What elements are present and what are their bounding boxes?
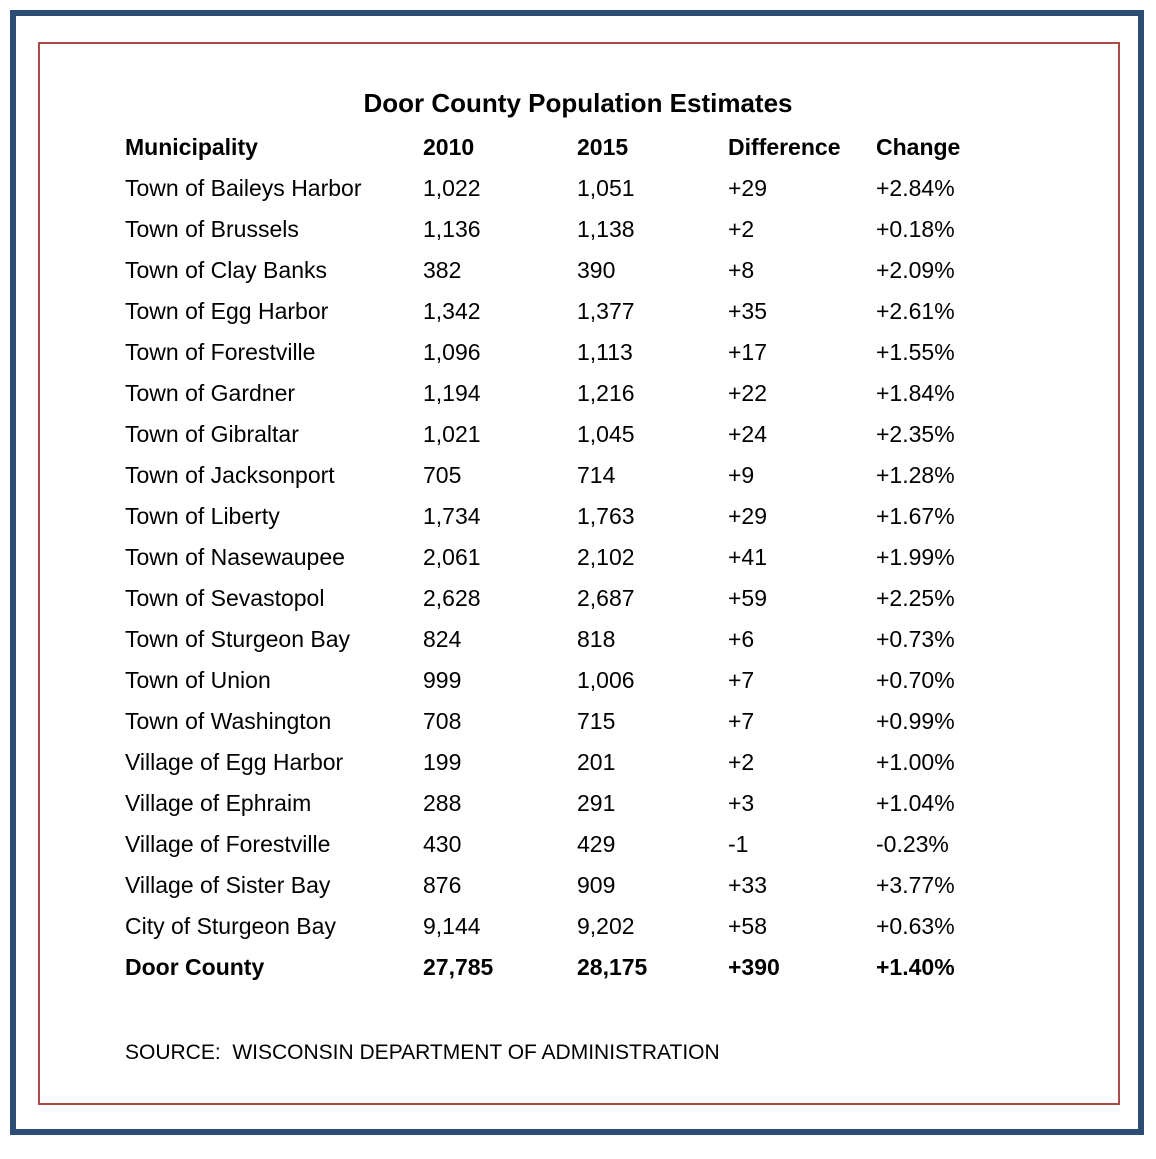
cell-change: +1.55%	[876, 339, 955, 365]
cell-2010: 2,628	[423, 585, 481, 611]
cell-2010: 1,021	[423, 421, 481, 447]
col-header-2010: 2010	[423, 134, 475, 160]
cell-difference: -1	[728, 831, 749, 857]
table-row	[125, 496, 1036, 537]
cell-change: +1.84%	[876, 380, 955, 406]
cell-2015: 28,175	[577, 954, 648, 980]
cell-2010: 430	[423, 831, 462, 857]
cell-change: +2.09%	[876, 257, 955, 283]
col-header-municipality: Municipality	[125, 134, 258, 160]
cell-municipality: Town of Sevastopol	[125, 585, 325, 611]
table-row	[125, 783, 1036, 824]
cell-2015: 291	[577, 790, 616, 816]
cell-municipality: Town of Clay Banks	[125, 257, 327, 283]
cell-2015: 1,113	[577, 339, 633, 365]
col-header-difference: Difference	[728, 134, 841, 160]
table-body	[125, 168, 1036, 988]
cell-change: +2.84%	[876, 175, 955, 201]
table-total-row	[125, 947, 1036, 988]
cell-change: +0.18%	[876, 216, 955, 242]
col-header-change: Change	[876, 134, 961, 160]
cell-change: +0.99%	[876, 708, 955, 734]
cell-difference: +29	[728, 503, 768, 529]
cell-municipality: Town of Sturgeon Bay	[125, 626, 351, 652]
table-row	[125, 619, 1036, 660]
cell-municipality: Town of Gardner	[125, 380, 296, 406]
cell-2010: 1,342	[423, 298, 481, 324]
cell-difference: +6	[728, 626, 755, 652]
cell-difference: +17	[728, 339, 768, 365]
table-row	[125, 291, 1036, 332]
table-row	[125, 865, 1036, 906]
cell-2015: 714	[577, 462, 616, 488]
cell-difference: +3	[728, 790, 755, 816]
cell-difference: +22	[728, 380, 768, 406]
table-row	[125, 168, 1036, 209]
cell-difference: +35	[728, 298, 768, 324]
source-note: SOURCE: WISCONSIN DEPARTMENT OF ADMINISTRATION	[125, 1041, 720, 1064]
cell-municipality: City of Sturgeon Bay	[125, 913, 336, 939]
cell-2015: 1,138	[577, 216, 635, 242]
table-row	[125, 578, 1036, 619]
cell-municipality: Town of Nasewaupee	[125, 544, 345, 570]
cell-difference: +7	[728, 667, 755, 693]
cell-2010: 708	[423, 708, 462, 734]
cell-2010: 1,136	[423, 216, 481, 242]
cell-change: +3.77%	[876, 872, 955, 898]
cell-municipality: Town of Brussels	[125, 216, 299, 242]
cell-2015: 2,687	[577, 585, 635, 611]
cell-change: +2.61%	[876, 298, 955, 324]
cell-2010: 824	[423, 626, 462, 652]
table-row	[125, 537, 1036, 578]
cell-2010: 27,785	[423, 954, 494, 980]
cell-change: +0.70%	[876, 667, 955, 693]
cell-municipality: Village of Sister Bay	[125, 872, 331, 898]
cell-2015: 1,006	[577, 667, 635, 693]
cell-difference: +59	[728, 585, 768, 611]
table-row	[125, 742, 1036, 783]
cell-difference: +24	[728, 421, 768, 447]
cell-2015: 429	[577, 831, 616, 857]
cell-2015: 909	[577, 872, 616, 898]
table-row	[125, 373, 1036, 414]
table-row	[125, 332, 1036, 373]
cell-municipality: Door County	[125, 954, 265, 980]
cell-2015: 1,377	[577, 298, 635, 324]
cell-change: +1.40%	[876, 954, 955, 980]
cell-2010: 1,194	[423, 380, 481, 406]
cell-2010: 1,734	[423, 503, 481, 529]
cell-2010: 999	[423, 667, 462, 693]
cell-difference: +58	[728, 913, 768, 939]
table-row	[125, 209, 1036, 250]
cell-change: +2.35%	[876, 421, 955, 447]
cell-change: +0.63%	[876, 913, 955, 939]
cell-change: +1.28%	[876, 462, 955, 488]
page-title: Door County Population Estimates	[363, 88, 793, 118]
cell-difference: +8	[728, 257, 755, 283]
cell-change: +1.00%	[876, 749, 955, 775]
cell-municipality: Town of Baileys Harbor	[125, 175, 362, 201]
cell-municipality: Village of Forestville	[125, 831, 331, 857]
cell-difference: +390	[728, 954, 780, 980]
cell-municipality: Town of Forestville	[125, 339, 316, 365]
table-row	[125, 906, 1036, 947]
cell-municipality: Town of Gibraltar	[125, 421, 299, 447]
cell-difference: +2	[728, 749, 755, 775]
cell-2010: 9,144	[423, 913, 481, 939]
cell-municipality: Town of Union	[125, 667, 271, 693]
cell-change: +2.25%	[876, 585, 955, 611]
cell-2010: 1,022	[423, 175, 481, 201]
cell-2010: 1,096	[423, 339, 481, 365]
table-row	[125, 414, 1036, 455]
table-row	[125, 701, 1036, 742]
table-header-row	[125, 127, 1036, 168]
cell-municipality: Town of Jacksonport	[125, 462, 335, 488]
cell-2010: 705	[423, 462, 462, 488]
cell-change: +0.73%	[876, 626, 955, 652]
cell-municipality: Village of Ephraim	[125, 790, 312, 816]
col-header-2015: 2015	[577, 134, 629, 160]
cell-2010: 876	[423, 872, 462, 898]
population-table	[125, 127, 1036, 988]
cell-2015: 1,045	[577, 421, 635, 447]
cell-2015: 1,763	[577, 503, 635, 529]
table-row	[125, 250, 1036, 291]
cell-2015: 715	[577, 708, 616, 734]
cell-municipality: Town of Washington	[125, 708, 332, 734]
cell-municipality: Town of Liberty	[125, 503, 280, 529]
cell-2010: 382	[423, 257, 462, 283]
table-row	[125, 824, 1036, 865]
cell-change: +1.04%	[876, 790, 955, 816]
cell-difference: +29	[728, 175, 768, 201]
cell-2010: 2,061	[423, 544, 481, 570]
cell-municipality: Town of Egg Harbor	[125, 298, 329, 324]
table-row	[125, 455, 1036, 496]
table-row	[125, 660, 1036, 701]
cell-2015: 390	[577, 257, 616, 283]
cell-2015: 818	[577, 626, 616, 652]
cell-2015: 2,102	[577, 544, 635, 570]
cell-2015: 1,051	[577, 175, 635, 201]
cell-change: -0.23%	[876, 831, 949, 857]
cell-2010: 199	[423, 749, 462, 775]
cell-2015: 201	[577, 749, 616, 775]
cell-difference: +2	[728, 216, 755, 242]
cell-difference: +41	[728, 544, 768, 570]
cell-difference: +9	[728, 462, 755, 488]
cell-2015: 9,202	[577, 913, 635, 939]
cell-change: +1.67%	[876, 503, 955, 529]
cell-difference: +33	[728, 872, 768, 898]
cell-municipality: Village of Egg Harbor	[125, 749, 344, 775]
cell-change: +1.99%	[876, 544, 955, 570]
cell-difference: +7	[728, 708, 755, 734]
cell-2015: 1,216	[577, 380, 635, 406]
cell-2010: 288	[423, 790, 462, 816]
